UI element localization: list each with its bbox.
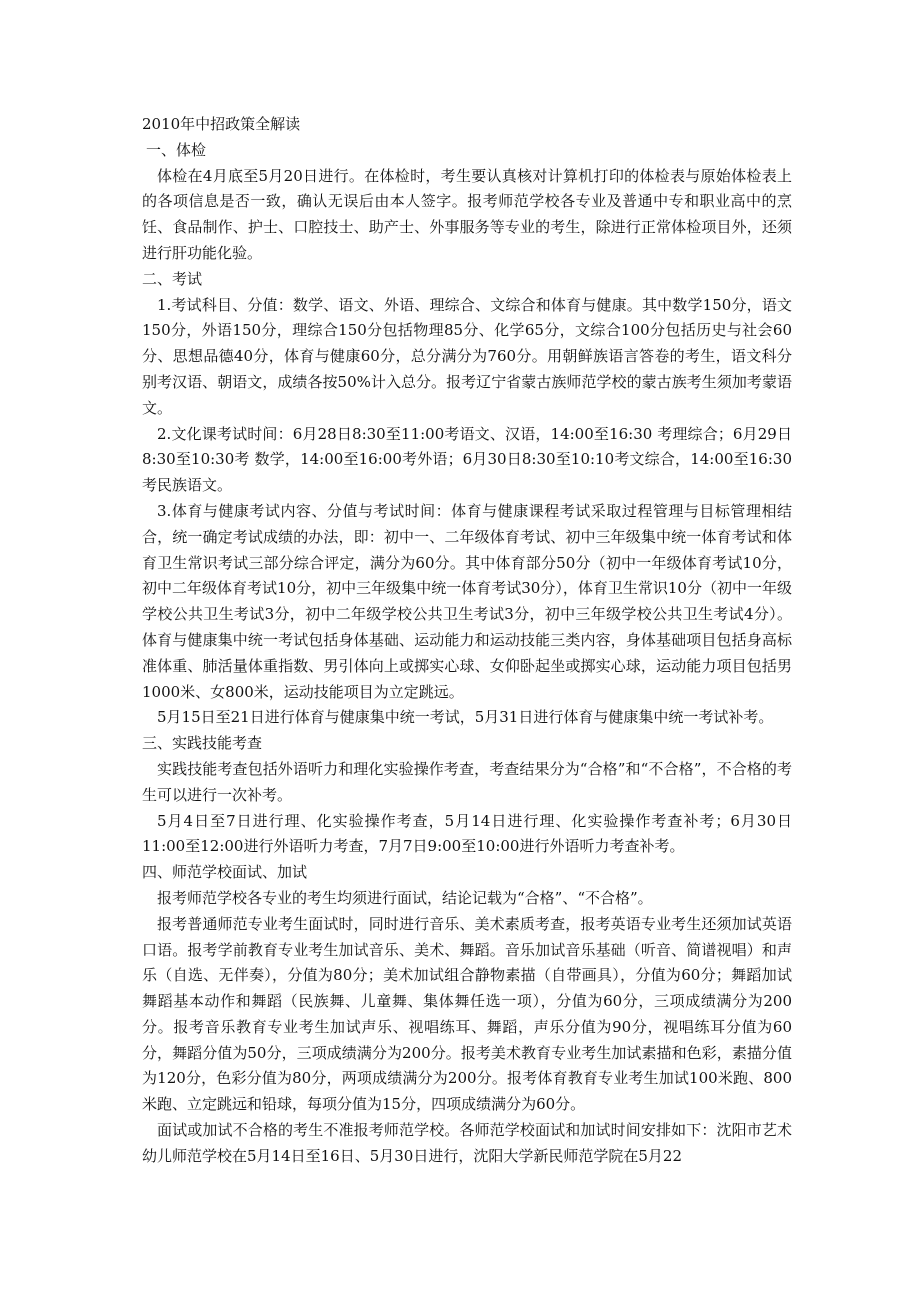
paragraph: 报考师范学校各专业的考生均须进行面试，结论记载为“合格”、“不合格”。 (157, 888, 653, 907)
paragraph: 报考普通师范专业考生面试时，同时进行音乐、美术素质考查，报考英语专业考生还须加试英语口语。报考学前教育专业考生加试音乐、美术、舞蹈。音乐加试音乐基础（听音、简谱视唱）和声乐（自选、无伴奏），分值为80分；美术加试组合静物素描（自带画具），分值为60分；舞蹈加试舞蹈基本动作和舞蹈（民族舞、儿童舞、集体舞任选一项），分值为60分，三项成绩满分为200分。报考音乐教育专业考生加试声乐、视唱练耳、舞蹈，声乐分值为90分，视唱练耳分值为60分，舞蹈分值为50分，三项成绩满分为200分。报考美术教育专业考生加试素描和色彩，素描分值为120分，色彩分值为80分，两项成绩满分为200分。报考体育教育专业考生加试100米跑、800米跑、立定跳远和铅球，每项分值为15分，四项成绩满分为60分。 (142, 914, 792, 1114)
paragraph: 体检在4月底至5月20日进行。在体检时，考生要认真核对计算机打印的体检表与原始体检表上的各项信息是否一致，确认无误后由本人签字。报考师范学校各专业及普通中专和职业高中的烹饪、食品制作、护士、口腔技士、助产士、外事服务等专业的考生，除进行正常体检项目外，还须进行肝功能化验。 (142, 166, 792, 262)
paragraph: 3.体育与健康考试内容、分值与考试时间：体育与健康课程考试采取过程管理与目标管理相结合，统一确定考试成绩的办法，即：初中一、二年级体育考试、初中三年级集中统一体育考试和体育卫生常识考试三部分综合评定，满分为60分。其中体育部分50分（初中一年级体育考试10分，初中二年级体育考试10分，初中三年级集中统一体育考试30分），体育卫生常识10分（初中一年级学校公共卫生考试3分，初中二年级学校公共卫生考试3分，初中三年级学校公共卫生考试4分）。体育与健康集中统一考试包括身体基础、运动能力和运动技能三类内容，身体基础项目包括身高标准体重、肺活量体重指数、男引体向上或掷实心球、女仰卧起坐或掷实心球，运动能力项目包括男1000米、女800米，运动技能项目为立定跳远。 (142, 501, 792, 701)
paragraph: 实践技能考查包括外语听力和理化实验操作考查，考查结果分为“合格”和“不合格”，不合格的考生可以进行一次补考。 (142, 759, 792, 804)
section-physical-exam (142, 138, 792, 267)
paragraph: 面试或加试不合格的考生不准报考师范学校。各师范学校面试和加试时间安排如下：沈阳市艺术幼儿师范学校在5月14日至16日、5月30日进行，沈阳大学新民师范学院在5月22 (142, 1121, 792, 1165)
section-heading: 四、师范学校面试、加试 (142, 863, 308, 882)
document-title: 2010年中招政策全解读 (142, 115, 301, 133)
paragraph: 1.考试科目、分值：数学、语文、外语、理综合、文综合和体育与健康。其中数学150分，语文150分，外语150分，理综合150分包括物理85分、化学65分，文综合100分包括历史与社会60分、思想品德40分，体育与健康60分，总分满分为760分。用朝鲜族语言答卷的考生，语文科分别考汉语、朝语文，成绩各按50%计入总分。报考辽宁省蒙古族师范学校的蒙古族考生须加考蒙语文。 (142, 295, 792, 417)
paragraph: 5月15日至21日进行体育与健康集中统一考试，5月31日进行体育与健康集中统一考试补考。 (157, 708, 774, 727)
paragraph: 2.文化课考试时间：6月28日8:30至11:00考语文、汉语，14:00至16:30 考理综合；6月29日8:30至10:30考 数学，14:00至16:00考外语；6月30日8:30至10:10考文综合，14:00至16:30考民族语文。 (142, 424, 792, 495)
document-page (142, 112, 792, 1170)
section-normal-school-interview (142, 860, 792, 1170)
section-practical-skills (142, 731, 792, 860)
section-exam (142, 267, 792, 731)
section-heading: 一、体检 (146, 140, 207, 159)
paragraph: 5月4日至7日进行理、化实验操作考查，5月14日进行理、化实验操作考查补考；6月30日11:00至12:00进行外语听力考查，7月7日9:00至10:00进行外语听力考查补考。 (142, 811, 792, 856)
section-heading: 三、实践技能考查 (142, 734, 263, 753)
section-heading: 二、考试 (142, 269, 203, 288)
